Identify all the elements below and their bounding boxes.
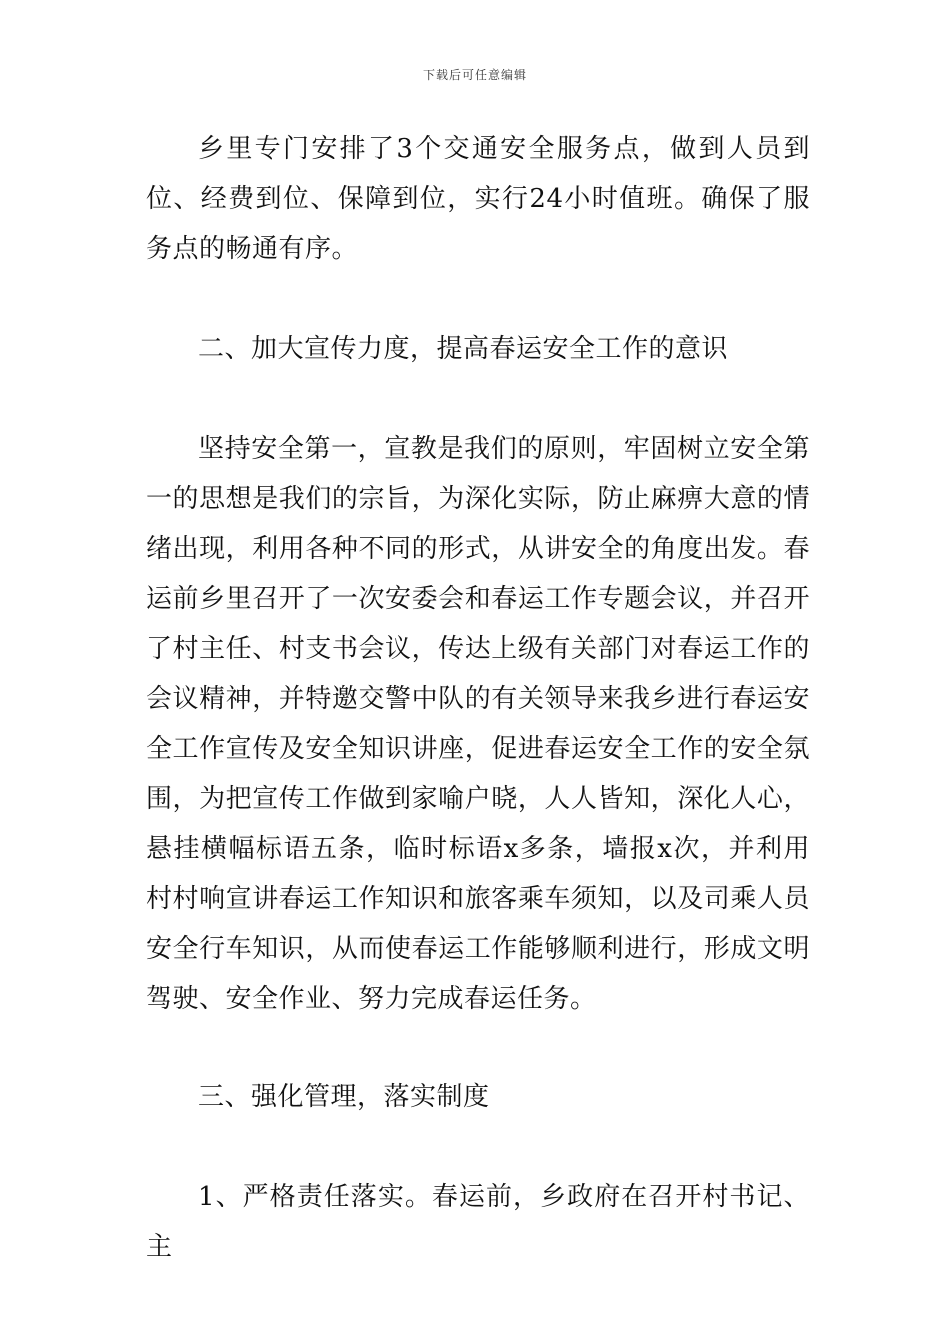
paragraph-responsibility: 1、严格责任落实。春运前，乡政府在召开村书记、主	[146, 1182, 810, 1262]
section-heading-management: 三、强化管理，落实制度	[198, 1082, 490, 1112]
paragraph-publicity: 坚持安全第一，宣教是我们的原则，牢固树立安全第一的思想是我们的宗旨，为深化实际，防止麻痹大意的情绪出现，利用各种不同的形式，从讲安全的角度出发。春运前乡里召开了一次安委会和春运工作专题会议，并召开了村主任、村支书会议，传达上级有关部门对春运工作的会议精神，并特邀交警中队的有关领导来我乡进行春运安全工作宣传及安全知识讲座，促进春运安全工作的安全氛围，为把宣传工作做到家喻户晓，人人皆知，深化人心，悬挂横幅标语五条，临时标语x多条，墙报x次，并利用村村响宣讲春运工作知识和旅客乘车须知，以及司乘人员安全行车知识，从而使春运工作能够顺利进行，形成文明驾驶、安全作业、努力完成春运任务。	[146, 434, 810, 1014]
section-heading-publicity: 二、加大宣传力度，提高春运安全工作的意识	[198, 334, 729, 364]
paragraph-service-points: 乡里专门安排了3个交通安全服务点，做到人员到位、经费到位、保障到位，实行24小时值班。确保了服务点的畅通有序。	[146, 134, 810, 264]
header-note: 下载后可任意编辑	[422, 68, 527, 82]
